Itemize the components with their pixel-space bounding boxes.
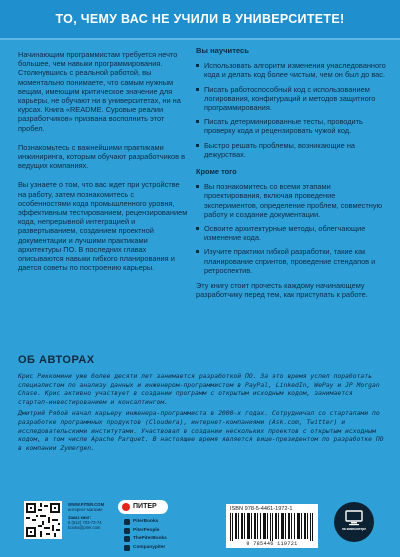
publisher-name: ПИТЕР	[133, 503, 157, 510]
list-item: Вы познакомитесь со всеми этапами проектирования, включая проведение экспериментов, определение проблем, совместную работу и создание документации.	[196, 182, 386, 219]
badge-label: на компьютере	[342, 527, 366, 531]
also-heading: Кроме того	[196, 167, 237, 177]
barcode-icon	[230, 513, 314, 541]
contacts	[68, 502, 114, 530]
author-bio: Крис Риккомини уже более десяти лет занимается разработкой ПО. За это время успел поработать специалистом по анализу данных и инженером-программистом в PayPal, LinkedIn, WePay и JP Morgan Chase. Крис активно участвует в создании программ с открытым исходным кодом, занимается стартап-инвестированием и консалтингом.	[18, 372, 380, 406]
list-item: Быстро решать проблемы, возникающие на дежурствах.	[196, 141, 386, 159]
qr-code	[24, 501, 62, 539]
facebook-icon	[124, 528, 130, 534]
publisher-logo	[118, 500, 168, 514]
practices-paragraph: Познакомьтесь с важнейшими практиками инжиниринга, которым обучают разработчиков в ведущих компаниях.	[18, 142, 186, 171]
social-link[interactable]: ThePiterBooks	[124, 535, 204, 544]
intro-paragraph: Начинающим программистам требуется нечто большее, чем навыки программирования. Столкнувшись с реальной работой, вы моментально понимаете, что самым нужным вещам, имеющим критическое значение для карьеры, не обучают ни в университетах, ни на курсах. Книга «README. Суровые реалии разработчиков» призвана восполнить этот пробел.	[18, 50, 181, 133]
authors-section	[18, 354, 384, 455]
list-item: Освоите архитектурные методы, облегчающие изменение кода.	[196, 224, 386, 242]
youtube-icon	[124, 536, 130, 542]
cover-title: ТО, ЧЕМУ ВАС НЕ УЧИЛИ В УНИВЕРСИТЕТЕ!	[55, 12, 345, 26]
instagram-icon	[124, 545, 130, 551]
list-item: Использовать алгоритм изменения унаследованного кода и делать код более чистым, чем он был до вас.	[196, 61, 386, 79]
vk-icon	[124, 519, 130, 525]
ean-digits: 9 785446 119721	[246, 541, 298, 547]
social-link[interactable]: Companypiter	[124, 544, 204, 553]
list-item: Писать детерминированные тесты, проводить проверку кода и рецензировать чужой код.	[196, 117, 386, 135]
site-subtitle: интернет-магазин	[68, 507, 103, 512]
isbn-barcode	[226, 504, 318, 548]
site-link[interactable]: WWW.PITER.COM	[68, 502, 105, 507]
authors-heading: ОБ АВТОРАХ	[18, 354, 95, 366]
order-label: Заказ книг:	[68, 515, 92, 520]
learn-heading: Вы научитесь	[196, 46, 249, 55]
right-column	[196, 46, 386, 299]
list-item: Писать работоспособный код с использованием логирования, конфигураций и методов защитного программирования.	[196, 85, 386, 113]
author-bio: Дмитрий Рябой начал карьеру инженера-программиста в 2000-х годах. Сотрудничал со стартапами по разработке программных продуктов (Cloudera), интернет-компаниями (Ask.com, Twitter) и исследовательскими институтами. Участвовал в создании нескольких проектов с открытым исходным кодом, в том числе Apache Parquet. В настоящее время является вице-президентом по разработке ПО в компании Zymergen.	[18, 409, 384, 452]
social-links	[124, 518, 204, 552]
round-badge	[334, 502, 374, 542]
also-list	[196, 182, 386, 275]
isbn-number: ISBN 978-5-4461-1972-1	[230, 506, 293, 512]
footer	[0, 498, 400, 557]
social-link[interactable]: PiterBooks	[124, 518, 204, 527]
outro-paragraph: Эту книгу стоит прочесть каждому начинающему разработчику перед тем, как приступать к работе.	[196, 281, 368, 300]
left-column	[18, 50, 188, 282]
contents-paragraph: Вы узнаете о том, что вас ждет при устройстве на работу, затем познакомитесь с особенностями кода промышленного уровня, эффективным тестированием, рецензированием кода, непрерывной интеграцией и развертыванием, созданием проектной документации и лучшими практиками архитектуры ПО. В последних главах описываются навыки гибкого планирования и дается советы по построению карьеры.	[18, 180, 188, 273]
phone: 8 (812) 703-73-74	[68, 520, 102, 525]
list-item: Изучите практики гибкой разработки, такие как планирование спринтов, проведение стендапов и ретроспектив.	[196, 247, 386, 275]
computer-icon	[345, 510, 363, 526]
email[interactable]: books@piter.com	[68, 525, 101, 530]
learn-list	[196, 61, 386, 159]
piter-logo-icon	[122, 503, 130, 511]
social-link[interactable]: PiterPeople	[124, 527, 204, 536]
